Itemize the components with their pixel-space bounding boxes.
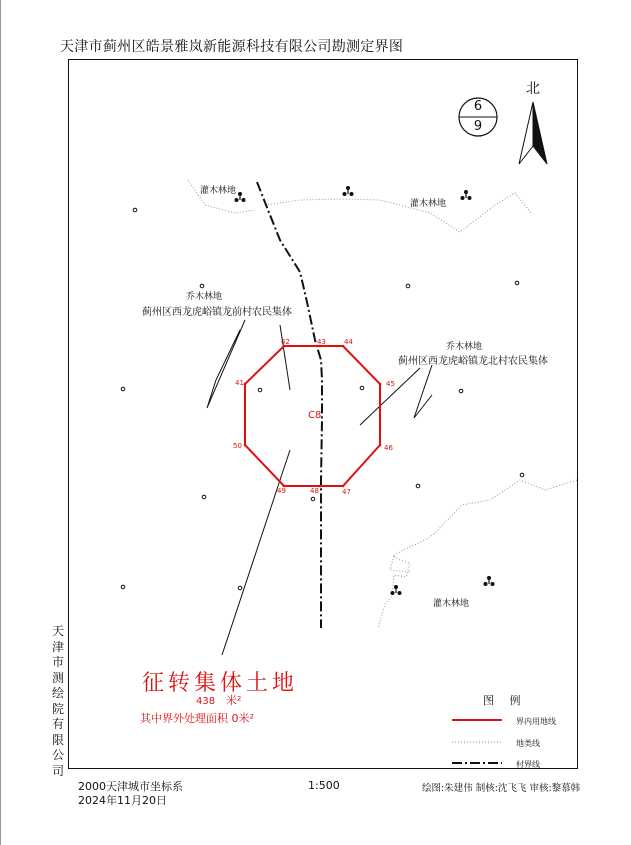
survey-point-icon (515, 281, 519, 285)
leader-line-east (414, 365, 432, 418)
side-char: 绘 (51, 686, 64, 700)
vertex-marker (244, 444, 247, 447)
label-collective-west: 蓟州区西龙虎峪镇龙前村农民集体 (142, 307, 292, 318)
outside-area-text: 其中界外处理面积 0米² (140, 712, 254, 725)
credits-label: 绘图:朱建伟 制核:沈飞飞 审核:黎慕韩 (422, 783, 581, 794)
vertex-label: 44 (344, 338, 353, 346)
land-class-line (265, 193, 532, 232)
survey-point-icon (360, 386, 364, 390)
shrub-icon (343, 186, 354, 196)
survey-point-icon (133, 208, 137, 212)
survey-point-icon (238, 586, 242, 590)
side-char: 测 (51, 670, 64, 685)
leader-line-east-2 (360, 368, 420, 425)
vertex-label: 42 (281, 338, 290, 346)
page-title: 天津市蓟州区皓景雅岚新能源科技有限公司勘测定界图 (60, 39, 404, 55)
label-shrub-land: 灌木林地 (433, 599, 470, 609)
vertex-label: 45 (386, 380, 395, 388)
north-arrow-icon (519, 102, 547, 164)
survey-point-icon (459, 389, 463, 393)
side-char: 司 (51, 763, 64, 778)
vertex-marker (379, 383, 382, 386)
survey-point-icon (200, 284, 204, 288)
side-char: 市 (51, 655, 64, 669)
north-arrow-right-half (533, 102, 547, 164)
legend-label-landclass: 地类线 (516, 739, 540, 748)
vertex-label: 48 (310, 487, 319, 495)
vertex-marker (319, 485, 322, 488)
label-shrub-land: 灌木林地 (200, 186, 237, 196)
survey-point-icon (121, 585, 125, 589)
vertex-label: 41 (235, 379, 244, 387)
map-frame (69, 60, 578, 769)
side-char: 限 (51, 732, 64, 747)
sheet-index-denominator: 9 (473, 119, 483, 134)
area-value: 438 (196, 696, 216, 707)
legend-label-boundary: 界内用地线 (516, 717, 556, 726)
shrub-symbols (235, 186, 495, 595)
legend-label-village: 村界线 (516, 760, 540, 769)
survey-point-icon (258, 388, 262, 392)
leader-line-west (207, 320, 245, 408)
leader-lines (207, 320, 432, 655)
land-class-line (378, 480, 577, 628)
land-class-line (390, 556, 410, 572)
shrub-icon (484, 576, 495, 586)
north-arrow-left-half (519, 102, 533, 164)
survey-point-icon (311, 497, 315, 501)
side-char: 天 (51, 624, 64, 638)
village-boundary-line (257, 182, 322, 628)
label-arbor-land: 乔木林地 (186, 292, 223, 302)
vertex-label: 46 (384, 444, 393, 452)
scale-label: 1:500 (308, 779, 340, 792)
label-arbor-land: 乔木林地 (446, 342, 483, 352)
vertex-label: 43 (317, 338, 326, 346)
vertex-marker (244, 383, 247, 386)
sheet-index-numerator: 6 (473, 99, 483, 114)
parcel-code-label: C8 (308, 410, 322, 421)
shrub-icon (461, 190, 472, 200)
coordinate-system-label: 2000天津城市坐标系 (78, 780, 183, 793)
vertex-marker (379, 444, 382, 447)
shrub-icon (235, 192, 246, 202)
side-char: 公 (51, 748, 64, 762)
vertex-label: 50 (233, 442, 242, 450)
area-unit: 米² (226, 694, 242, 707)
survey-point-icon (406, 284, 410, 288)
label-shrub-land: 灌木林地 (410, 199, 447, 209)
survey-point-icon (416, 484, 420, 488)
shrub-icon (391, 585, 402, 595)
legend-title: 图 例 (483, 694, 527, 707)
survey-date-label: 2024年11月20日 (78, 794, 167, 807)
vertex-label: 49 (277, 487, 286, 495)
survey-point-icon (202, 495, 206, 499)
label-collective-east: 蓟州区西龙虎峪镇龙北村农民集体 (398, 356, 548, 367)
survey-point-icon (520, 473, 524, 477)
area-title: 征转集体土地 (142, 671, 299, 696)
side-char: 津 (51, 639, 64, 654)
side-char: 有 (51, 717, 64, 731)
vertex-label: 47 (342, 488, 351, 496)
legend-samples (452, 720, 502, 763)
side-char: 院 (51, 701, 64, 716)
leader-line-west-2 (280, 325, 290, 390)
vertex-marker (342, 485, 345, 488)
survey-point-icon (121, 387, 125, 391)
north-label: 北 (526, 81, 540, 97)
